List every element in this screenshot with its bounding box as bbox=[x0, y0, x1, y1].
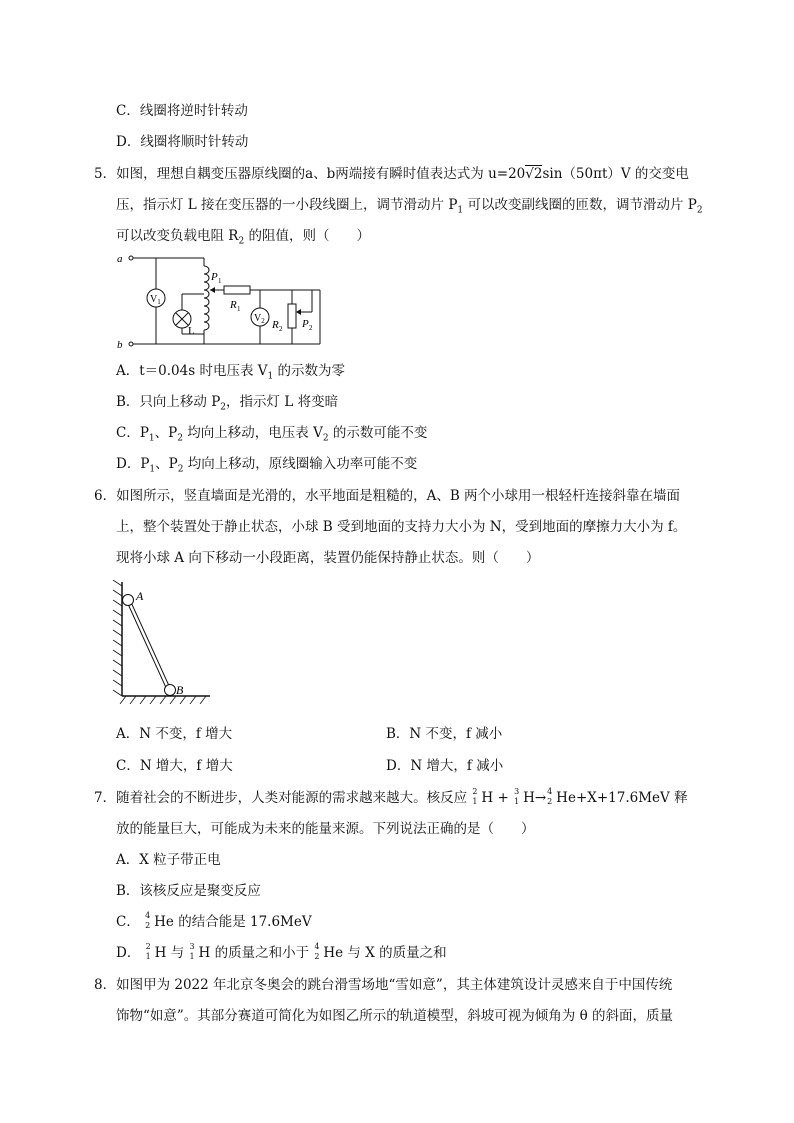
label-p2: P bbox=[302, 318, 309, 330]
q6-stem-line1: 6．如图所示，竖直墙面是光滑的，水平地面是粗糙的，A、B 两个小球用一根轻杆连接斜靠在墙面 bbox=[94, 488, 681, 504]
label-a: A bbox=[136, 589, 144, 603]
q6-stem-line2: 上，整个装置处于静止状态，小球 B 受到地面的支持力大小为 N，受到地面的摩擦力大小为 f。 bbox=[116, 519, 687, 535]
q6-stem-line3: 现将小球 A 向下移动一小段距离，装置仍能保持静止状态。则（ ） bbox=[116, 550, 540, 566]
terminal-a bbox=[129, 256, 133, 260]
q7-option-b: B．该核反应是聚变反应 bbox=[116, 883, 261, 899]
q5-stem-line2: 压，指示灯 L 接在变压器的一小段线圈上，调节滑动片 $P_1$ 可以改变副线圈的匝数，调节滑动片 $P_2$ bbox=[116, 197, 703, 216]
q5-option-b: B．只向上移动 $P_2$，指示灯 L 将变暗 bbox=[116, 394, 339, 413]
nuclide-h2: 2 1 bbox=[472, 787, 478, 806]
terminal-b bbox=[129, 342, 133, 346]
q4-option-d: D．线圈将顺时针转动 bbox=[116, 134, 249, 150]
svg-text:1: 1 bbox=[218, 277, 222, 285]
label-a: a bbox=[117, 253, 123, 265]
q5-option-c: C．$P_1$、$P_2$ 均向上移动，电压表 $V_2$ 的示数可能不变 bbox=[116, 425, 428, 444]
nuclide-he4: 4 2 bbox=[547, 787, 553, 806]
q8-stem-line1: 8．如图甲为 2022 年北京冬奥会的跳台滑雪场地“雪如意”，其主体建筑设计灵感来自于中国传统 bbox=[94, 977, 673, 993]
svg-text:1: 1 bbox=[237, 305, 241, 313]
rheostat-r2 bbox=[288, 304, 296, 328]
ball-a bbox=[123, 595, 134, 606]
label-b: B bbox=[176, 683, 184, 697]
q7-option-d: D． 2 1 H 与 3 1 H 的质量之和小于 4 2 He 与 X 的质量之和 bbox=[116, 942, 447, 961]
q5-circuit-diagram bbox=[112, 248, 332, 354]
q7-option-c: C． 4 2 He 的结合能是 17.6MeV bbox=[116, 911, 312, 930]
svg-text:2: 2 bbox=[279, 325, 283, 333]
q4-option-c: C．线圈将逆时针转动 bbox=[116, 103, 248, 119]
label-p1: P bbox=[211, 271, 218, 283]
q6-option-a: A．N 不变，f 增大 bbox=[116, 726, 233, 742]
label-b: b bbox=[117, 339, 123, 351]
q5-stem-line3: 可以改变负载电阻 $R_2$ 的阻值，则（ ） bbox=[116, 228, 370, 247]
q6-option-b: B．N 不变，f 减小 bbox=[386, 726, 503, 742]
q8-stem-line2: 饰物“如意”。其部分赛道可简化为如图乙所示的轨道模型，斜坡可视为倾角为 θ 的斜面，质量 bbox=[116, 1008, 674, 1024]
p2-slider-arrow bbox=[296, 309, 301, 315]
svg-text:V1: $V_1$ bbox=[150, 294, 161, 306]
label-l: L bbox=[188, 325, 195, 337]
autotransformer-coil bbox=[204, 266, 209, 330]
q6-option-c: C．N 增大，f 增大 bbox=[116, 758, 233, 774]
p1-slider-arrow bbox=[210, 287, 215, 293]
ball-b bbox=[165, 685, 176, 696]
resistor-r1 bbox=[224, 286, 250, 294]
q6-rod-diagram bbox=[110, 580, 220, 704]
label-r1: R bbox=[230, 299, 237, 311]
q7-stem-line1: 7．随着社会的不断进步，人类对能源的需求越来越大。核反应 2 1 H + 3 1 H→ 4 2 He+X+17.6MeV 释 bbox=[94, 787, 688, 806]
q5-option-a: A．t＝0.04s 时电压表 $V_1$ 的示数为零 bbox=[116, 363, 346, 382]
label-r2: R bbox=[272, 319, 279, 331]
q7-option-a: A．X 粒子带正电 bbox=[116, 852, 221, 868]
q5-stem-line1: 5．如图，理想自耦变压器原线圈的a、b两端接有瞬时值表达式为 u=20√2sin（50πt）V 的交变电 bbox=[94, 166, 689, 182]
q6-option-d: D．N 增大，f 减小 bbox=[386, 758, 504, 774]
q5-option-d: D．$P_1$、$P_2$ 均向上移动，原线圈输入功率可能不变 bbox=[116, 456, 418, 475]
q7-stem-line2: 放的能量巨大，可能成为未来的能量来源。下列说法正确的是（ ） bbox=[116, 821, 535, 837]
svg-text:V2: $V_2$ bbox=[254, 313, 265, 325]
svg-text:2: 2 bbox=[309, 324, 313, 332]
nuclide-h3: 3 1 bbox=[514, 787, 520, 806]
